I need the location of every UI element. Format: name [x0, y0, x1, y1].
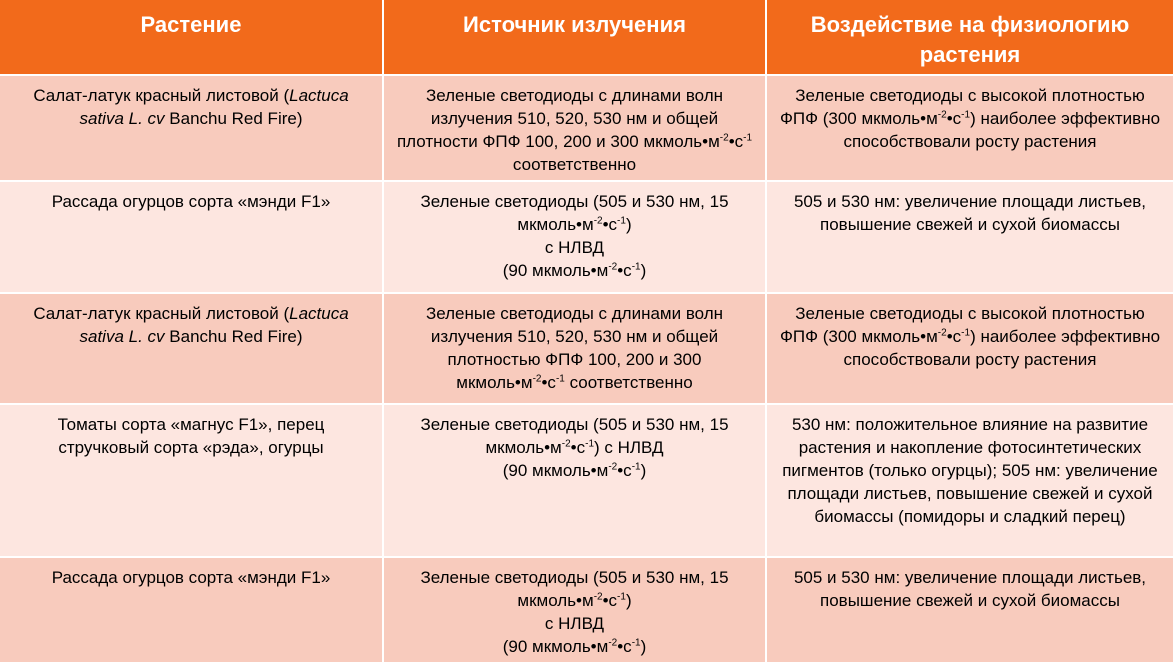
row-3-effect: Зеленые светодиоды с высокой плотностью ФПФ (300 $мкмоль•м^{-2}•с^{-1}$) наиболее эффективно способствовали росту растения — [767, 294, 1173, 405]
row-1-effect: Зеленые светодиоды с высокой плотностью ФПФ (300 $мкмоль•м^{-2}•с^{-1}$) наиболее эффективно способствовали росту растения — [767, 76, 1173, 182]
row-1-plant: Салат-латук красный листовой (Lactuca sativa L. cv Banchu Red Fire) — [0, 76, 384, 182]
row-4-plant: Томаты сорта «магнус F1», перец стручковый сорта «рэда», огурцы — [0, 405, 384, 558]
row-5-plant: Рассада огурцов сорта «мэнди F1» — [0, 558, 384, 664]
row-2-plant: Рассада огурцов сорта «мэнди F1» — [0, 182, 384, 294]
row-5-effect: 505 и 530 нм: увеличение площади листьев, повышение свежей и сухой биомассы — [767, 558, 1173, 664]
row-4-source: Зеленые светодиоды (505 и 530 нм, 15 $мкмоль•м^{-2}•с^{-1}$) с НЛВД (90 $мкмоль•м^{-2}•с^{-1}$) — [384, 405, 767, 558]
row-4-effect: 530 нм: положительное влияние на развитие растения и накопление фотосинтетических пигментов (только огурцы); 505 нм: увеличение площади листьев, повышение свежей и сухой биомассы (помидоры и сладкий перец) — [767, 405, 1173, 558]
row-1-source: Зеленые светодиоды с длинами волн излучения 510, 520, 530 нм и общей плотности ФПФ 100, 200 и 300 $мкмоль•м^{-2}•с^{-1}$ соответственно — [384, 76, 767, 182]
row-5-source: Зеленые светодиоды (505 и 530 нм, 15 $мкмоль•м^{-2}•с^{-1}$) с НЛВД (90 $мкмоль•м^{-2}•с^{-1}$) — [384, 558, 767, 664]
row-3-source: Зеленые светодиоды с длинами волн излучения 510, 520, 530 нм и общей плотностью ФПФ 100, 200 и 300 $мкмоль•м^{-2}•с^{-1}$ соответственно — [384, 294, 767, 405]
header-plant: Растение — [0, 0, 384, 76]
row-2-effect: 505 и 530 нм: увеличение площади листьев, повышение свежей и сухой биомассы — [767, 182, 1173, 294]
header-source: Источник излучения — [384, 0, 767, 76]
row-3-plant: Салат-латук красный листовой (Lactuca sativa L. cv Banchu Red Fire) — [0, 294, 384, 405]
row-2-source: Зеленые светодиоды (505 и 530 нм, 15 $мкмоль•м^{-2}•с^{-1}$) с НЛВД (90 $мкмоль•м^{-2}•с^{-1}$) — [384, 182, 767, 294]
header-effect: Воздействие на физиологию растения — [767, 0, 1173, 76]
